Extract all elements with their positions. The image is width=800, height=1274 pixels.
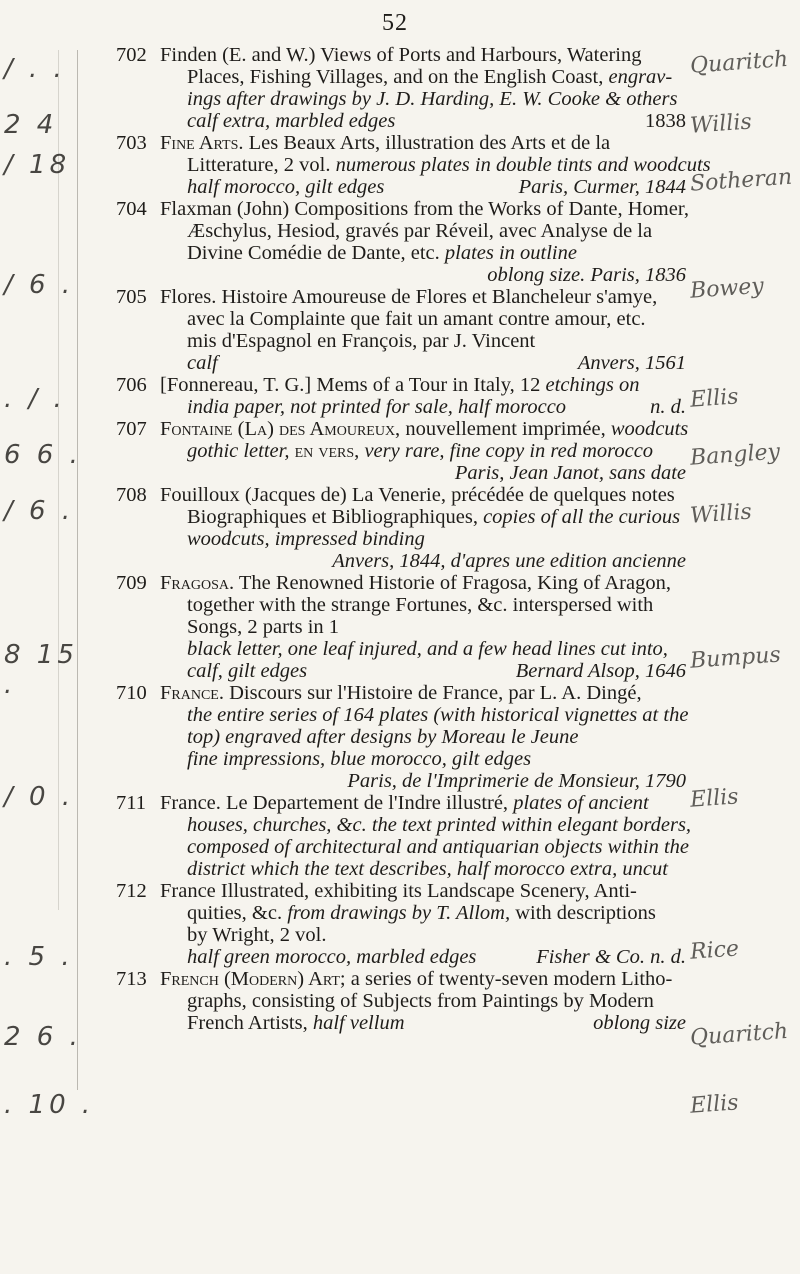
entry-text: Paris, de l'Imprimerie de Monsieur, 1790 xyxy=(347,770,686,792)
buyer-note: Bangley xyxy=(689,439,781,471)
entry-text: top) engraved after designs by Moreau le Jeune xyxy=(187,726,579,748)
entry-line xyxy=(187,220,686,242)
entry-line xyxy=(160,374,686,396)
entry-line xyxy=(160,968,686,990)
entry-line xyxy=(187,638,686,660)
entry-text: half green morocco, marbled edges xyxy=(187,946,477,968)
buyer-note: Quaritch xyxy=(689,1018,789,1051)
buyer-note: Ellis xyxy=(689,784,740,813)
imprint-date: n. d. xyxy=(650,396,686,418)
margin-price-note: / 6 . xyxy=(4,270,75,300)
entry-text: together with the strange Fortunes, &c. interspersed with xyxy=(187,594,654,616)
lot-number: 705 xyxy=(116,286,147,308)
lot-number: 711 xyxy=(116,792,146,814)
entry-line xyxy=(160,198,689,220)
margin-price-note: . / . xyxy=(4,384,66,414)
entry-line xyxy=(160,132,686,154)
entry-line xyxy=(187,88,686,110)
entry-line xyxy=(187,396,686,418)
entry-line xyxy=(187,330,686,352)
entry-text: Fontaine (La) des Amoureux, xyxy=(160,418,401,440)
entry-text: The Renowned Historie of Fragosa, King of Aragon, xyxy=(234,572,671,594)
entry-text: plates of ancient xyxy=(513,792,649,814)
entry-text: woodcuts, impressed binding xyxy=(187,528,425,550)
entry-text: Flaxman (John) Compositions from the Works of Dante, Homer, xyxy=(160,198,689,220)
entry-line xyxy=(187,308,686,330)
buyer-note: Bowey xyxy=(689,273,765,304)
entry-text: Discours sur l'Histoire de France, par L. A. Dingé, xyxy=(223,682,642,704)
entry-text: the entire series of 164 plates (with historical vignettes at the xyxy=(187,704,689,726)
lot-number: 708 xyxy=(116,484,147,506)
entry-text: by Wright, 2 vol. xyxy=(187,924,327,946)
entry-text: Fine Arts. xyxy=(160,132,244,154)
entry-text: quities, &c. xyxy=(187,902,288,924)
imprint-date: 1838 xyxy=(645,110,686,132)
entry-line xyxy=(187,770,686,792)
entry-text: etchings on xyxy=(545,374,640,396)
entry-text: fine impressions, blue morocco, gilt edges xyxy=(187,748,532,770)
lot-number: 702 xyxy=(116,44,147,66)
imprint-date: Paris, Curmer, 1844 xyxy=(518,176,686,198)
entry-text: composed of architectural and antiquarian objects within the xyxy=(187,836,690,858)
entry-line xyxy=(160,286,686,308)
entry-line xyxy=(187,990,686,1012)
entry-text: numerous plates in double tints and woodcuts xyxy=(335,154,711,176)
margin-price-note: 2 6 . xyxy=(4,1022,82,1052)
entry-text: gothic letter, xyxy=(187,440,295,462)
entry-text: half morocco, gilt edges xyxy=(187,176,385,198)
entry-text: Finden (E. and W.) Views of Ports and Harbours, Watering xyxy=(160,44,642,66)
buyer-note: Sotheran xyxy=(689,164,793,197)
entry-line xyxy=(187,902,686,924)
entry-text: india paper, not printed for sale, half morocco xyxy=(187,396,567,418)
entry-line xyxy=(160,484,686,506)
entry-line xyxy=(160,572,686,594)
entry-line xyxy=(187,176,686,198)
margin-price-note: / 0 . xyxy=(4,782,75,812)
margin-price-note: / 6 . xyxy=(4,496,75,526)
entry-line xyxy=(160,682,686,704)
entry-text: Songs, 2 parts in 1 xyxy=(187,616,340,638)
page-number: 52 xyxy=(382,10,408,36)
lot-number: 712 xyxy=(116,880,147,902)
entry-text: [Fonnereau, T. G.] Mems of a Tour in Italy, 12 xyxy=(160,374,546,396)
entry-text: calf, gilt edges xyxy=(187,660,308,682)
buyer-note: Rice xyxy=(689,936,740,965)
buyer-note: Willis xyxy=(689,109,753,139)
entry-text: district which the text describes, half morocco extra, uncut xyxy=(187,858,668,880)
entry-line xyxy=(187,704,689,726)
entry-text: France. xyxy=(160,682,224,704)
lot-number: 710 xyxy=(116,682,147,704)
entry-text: with descriptions xyxy=(510,902,656,924)
entry-text: black letter, one leaf injured, and a few head lines cut into, xyxy=(187,638,668,660)
imprint-date: oblong size xyxy=(593,1012,686,1034)
entry-text: Biographiques et Bibliographiques, xyxy=(187,506,484,528)
margin-price-note: 2 4 xyxy=(4,110,58,140)
entry-line xyxy=(187,836,690,858)
entry-line xyxy=(187,462,686,484)
entry-line xyxy=(160,418,689,440)
lot-number: 707 xyxy=(116,418,147,440)
entry-text: Flores. Histoire Amoureuse de Flores et Blancheleur s'amye, xyxy=(160,286,658,308)
entry-line xyxy=(187,66,686,88)
entry-text: France Illustrated, exhibiting its Landscape Scenery, Anti- xyxy=(160,880,637,902)
entry-text: Paris, Jean Janot, sans date xyxy=(454,462,686,484)
margin-price-note: / 18 xyxy=(4,150,71,180)
entry-line xyxy=(187,616,686,638)
imprint-date: Fisher & Co. n. d. xyxy=(536,946,686,968)
entry-line xyxy=(187,814,692,836)
entry-text: Places, Fishing Villages, and on the English Coast, xyxy=(187,66,609,88)
entry-line xyxy=(187,594,686,616)
entry-line xyxy=(187,110,686,132)
entry-line xyxy=(187,154,711,176)
entry-text: avec la Complainte que fait un amant contre amour, etc. xyxy=(187,308,646,330)
imprint-date: Anvers, 1561 xyxy=(577,352,686,374)
entry-text: nouvellement imprimée, xyxy=(400,418,611,440)
entry-text: French (Modern) Art; xyxy=(160,968,346,990)
entry-line xyxy=(187,1012,686,1034)
entry-text: oblong size. Paris, 1836 xyxy=(487,264,686,286)
entry-text: Anvers, 1844, d'apres une edition ancienne xyxy=(332,550,686,572)
buyer-note: Bumpus xyxy=(689,642,782,674)
entry-line xyxy=(187,660,686,682)
entry-text: Æschylus, Hesiod, gravés par Réveil, avec Analyse de la xyxy=(187,220,653,242)
entry-text: calf extra, marbled edges xyxy=(187,110,396,132)
entry-text: Les Beaux Arts, illustration des Arts et de la xyxy=(243,132,611,154)
entry-line xyxy=(187,440,686,462)
lot-number: 704 xyxy=(116,198,147,220)
entry-line xyxy=(187,726,686,748)
left-margin-prices xyxy=(0,0,110,1274)
buyer-note: Willis xyxy=(689,499,753,529)
entry-text: graphs, consisting of Subjects from Paintings by Modern xyxy=(187,990,654,1012)
entry-text: Litterature, 2 vol. xyxy=(187,154,336,176)
buyer-note: Quaritch xyxy=(689,46,789,79)
margin-price-note: . 10 . xyxy=(4,1090,95,1120)
entry-line xyxy=(187,946,686,968)
margin-price-note: . 5 . xyxy=(4,942,74,972)
entry-text: calf xyxy=(187,352,218,374)
entry-text: Fouilloux (Jacques de) La Venerie, précédée de quelques notes xyxy=(160,484,675,506)
imprint-date: Bernard Alsop, 1646 xyxy=(515,660,686,682)
entry-text: woodcuts xyxy=(610,418,689,440)
entry-line xyxy=(187,550,686,572)
margin-price-note: 8 15 . xyxy=(4,640,78,700)
lot-number: 706 xyxy=(116,374,147,396)
entry-line xyxy=(160,44,686,66)
entry-line xyxy=(160,880,686,902)
right-margin-buyers xyxy=(690,0,800,1274)
lot-number: 709 xyxy=(116,572,147,594)
entry-text: from drawings by T. Allom, xyxy=(287,902,511,924)
entry-text: very rare, fine copy in red morocco xyxy=(359,440,654,462)
entry-text: engrav- xyxy=(608,66,673,88)
entry-line xyxy=(187,506,686,528)
entry-text: houses, churches, &c. the text printed within elegant borders, xyxy=(187,814,692,836)
margin-price-note: / . . xyxy=(4,54,66,84)
entry-line xyxy=(187,748,686,770)
entry-text: ings after drawings by J. D. Harding, E. W. Cooke & others xyxy=(187,88,678,110)
entry-text: Divine Comédie de Dante, etc. xyxy=(187,242,445,264)
entry-line xyxy=(187,242,686,264)
entry-line xyxy=(187,924,686,946)
entry-line xyxy=(187,264,686,286)
entry-text: copies of all the curious xyxy=(483,506,681,528)
entry-text: a series of twenty-seven modern Litho- xyxy=(345,968,673,990)
margin-price-note: 6 6 . xyxy=(4,440,82,470)
entry-text: Fragosa. xyxy=(160,572,235,594)
entry-line xyxy=(187,352,686,374)
lot-number: 703 xyxy=(116,132,147,154)
entry-text: plates in outline xyxy=(444,242,577,264)
entry-line xyxy=(160,792,686,814)
entry-text: en vers, xyxy=(294,440,360,462)
pencil-rule xyxy=(77,50,78,1090)
entry-line xyxy=(187,858,686,880)
buyer-note: Ellis xyxy=(689,1090,740,1119)
entry-line xyxy=(187,528,686,550)
buyer-note: Ellis xyxy=(689,384,740,413)
entry-text: France. Le Departement de l'Indre illustré, xyxy=(160,792,514,814)
entry-text: French Artists, xyxy=(187,1012,313,1034)
entry-text: mis d'Espagnol en François, par J. Vincent xyxy=(187,330,536,352)
lot-number: 713 xyxy=(116,968,147,990)
entry-text: half vellum xyxy=(312,1012,405,1034)
